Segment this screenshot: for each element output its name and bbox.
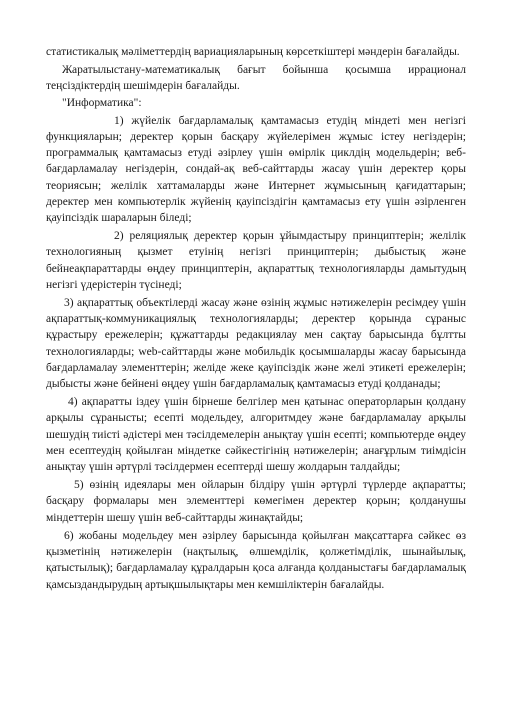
- paragraph-continuation: статистикалық мәліметтердің вариацияларының көрсеткіштері мәндерін бағалайды.: [46, 46, 460, 58]
- section-heading-informatics: "Информатика":: [62, 96, 142, 109]
- list-item-3: 3) ақпараттық объектілерді жасау және өзінің жұмыс нәтижелерін ресімдеу үшін ақпараттық-коммуникациялық технологияларды; деректер қорында сұраныс құрастыру ережелерін; құжаттарды редакциялау мен сақтау барысында бұлтты технологияларды; web-сайттарды және мобильдік қосымшаларды жасау барысында бағдарламалау элементтерін; желіде жеке қауіпсіздік және желі этикеті ережелерін; дыбысты және бейнені өңдеу үшін бағдарламалық қамтамасыз етуді қолданады;: [46, 297, 466, 391]
- paragraph-natural-math-track: Жаратылыстану-математикалық бағыт бойынша қосымша иррационал теңсіздіктердің шешімдерін бағалайды.: [46, 64, 466, 93]
- list-item-2: 2) реляциялық деректер қорын ұйымдастыру принциптерін; желілік технологияның қызмет етуінің негізгі принциптерін; дыбыстық және бейнеақпараттарды өңдеу принциптерін, ақпараттық технологияларды дамытудың негізгі үдерістерін түсінеді;: [46, 230, 466, 291]
- list-item-4: 4) ақпаратты іздеу үшін бірнеше белгілер мен қатынас операторларын қолдану арқылы сұранысты; есепті модельдеу, алгоритмдеу және бағдарламалау арқылы шешудің тиісті әдістері мен тәсілдемелерін анықтау үшін есепті; компьютерде өңдеу мен есептеудің қойылған міндетке сәйкестігінің нәтижелерін; анағұрлым тиімдісін анықтау үшін әртүрлі тәсілдермен есептерді шешу жолдарын талдайды;: [46, 396, 466, 474]
- list-item-5: 5) өзінің идеялары мен ойларын білдіру үшін әртүрлі түрлерде ақпаратты; басқару формалары мен элементтері көмегімен деректер қорын; қолданушы міндеттерін шешу үшін веб-сайттарды жинақтайды;: [46, 479, 466, 524]
- document-page: [46, 44, 466, 593]
- list-item-1: 1) жүйелік бағдарламалық қамтамасыз етудің міндеті мен негізгі функцияларын; деректер қорын басқару жүйелерімен жұмыс істеу негіздерін; программалық қамтамасыз етуді әзірлеу үшін өмірлік циклдің модельдерін; веб-бағдарламалау негіздерін, сондай-ақ веб-сайттарды жасау үшін деректер қоры теориясын; желілік хаттамаларды және Интернет жұмысының қағидаттарын; деректер мен компьютерлік жүйенің қауіпсіздігін қамтамасыз ету үшін әзірленген қауіпсіздік шараларын біледі;: [46, 114, 466, 225]
- list-item-6: 6) жобаны модельдеу мен әзірлеу барысында қойылған мақсаттарға сәйкес өз қызметінің нәтижелерін (нақтылық, өлшемділік, қолжетімділік, шынайылық, қатыстылық); бағдарламалау құралдарын қоса алғанда қолданыстағы бағдарламалық қамсыздандырудың артықшылықтары мен кемшіліктерін бағалайды.: [46, 529, 466, 591]
